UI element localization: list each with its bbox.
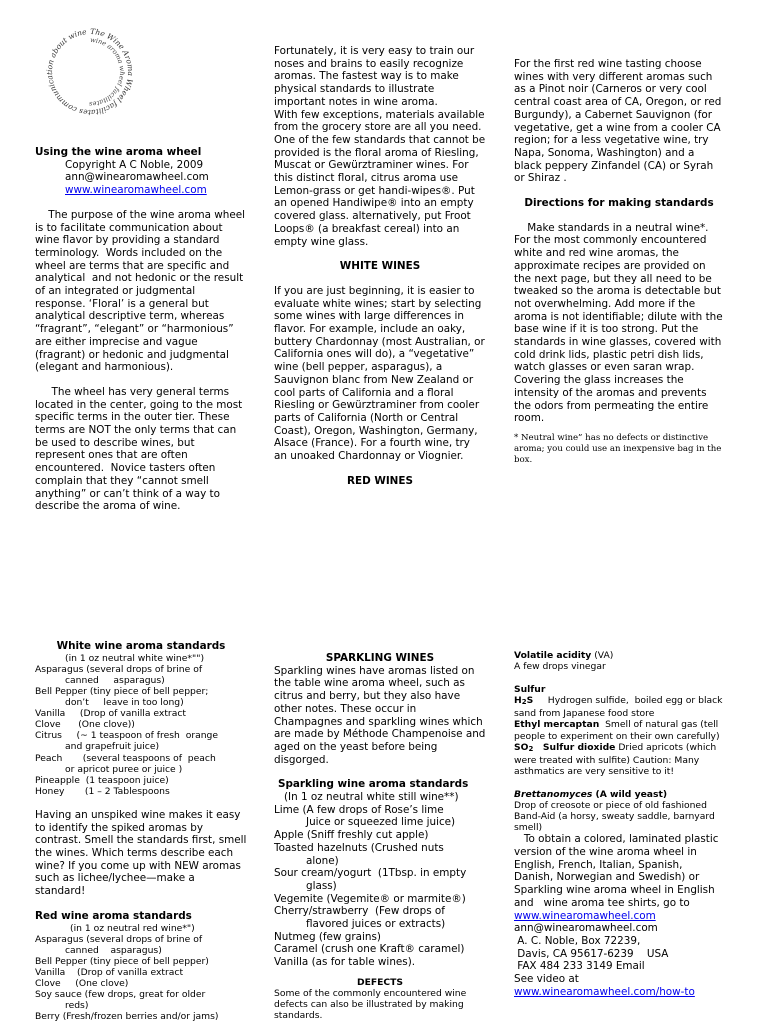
materials-paragraph: With few exceptions, materials available from the grocery store are all you need. One of the few standards that cannot be provided is the floral aroma of Riesling, Muscat or Gewürztraminer wines. For this distinct floral, citrus aroma use Lemon-grass or get handi-wipes®. Put an opened Handiwipe® into an empty covered glass. alternatively, put Froot Loops® (a breakfast cereal) into an empty wine glass. [274,108,486,248]
white-standard-item-line: Citrus (~ 1 teaspoon of fresh orange [35,730,219,742]
red-standard-item-line: Asparagus (several drops of brine of [35,933,203,945]
contact-line: ann@winearomawheel.com [514,922,658,935]
wheel-usage-heading: Using the wine aroma wheel [35,146,202,158]
red-standard-item [35,967,247,978]
sparkling-standard-item-line: Nutmeg (few grains) [274,930,381,943]
white-standard-item [35,775,247,786]
white-red-standards-column [35,640,247,1022]
h2s-text: Hydrogen sulfide, boiled egg or black sand from Japanese food store [514,695,726,720]
order-link[interactable]: www.winearomawheel.com [514,909,656,922]
red-tasting-column [514,58,724,466]
copyright-line: Copyright A C Noble, 2009 [65,158,204,171]
defects-paragraph: Some of the commonly encountered wine defects can also be illustrated by making standards. [274,987,467,1022]
white-standard-item-line: Bell Pepper (tiny piece of bell pepper; [35,685,209,697]
so2-text: Dried apricots (which were treated with sulfite) Caution: Many asthmatics are very sensitive to it! [514,741,717,777]
directions-heading: Directions for making standards [524,197,714,210]
red-standard-item [35,956,247,967]
sparkling-standards-heading: Sparkling wine aroma standards [278,778,469,791]
defects-heading: DEFECTS [356,976,404,988]
white-standard-item [35,753,247,775]
sparkling-column [274,652,486,1021]
white-standard-item-line: Honey (1 – 2 Tablespoons [35,785,170,797]
red-wines-heading: RED WINES [347,474,413,487]
so2-label: SO2 Sulfur dioxide [514,741,616,753]
svg-text:wine aroma wheel facilitates: wine aroma wheel facilitates [88,35,127,109]
order-paragraph: To obtain a colored, laminated plastic version of the wine aroma wheel in English, French, Italian, Spanish, Danish, Norwegian and Swedish) or Sparkling wine aroma wheel in English and wine aroma tee shirts, go to [514,833,722,909]
brett-title-end: (A wild yeast) [592,788,668,800]
neutral-wine-footnote: * Neutral wine” has no defects or distinctive aroma; you could use an inexpensive bag in the box. [514,432,722,465]
contact-block [514,922,724,986]
sparkling-heading: SPARKLING WINES [325,652,435,664]
contact-line: FAX 484 233 3149 Email [514,960,645,973]
red-standard-item-line: Berry (Fresh/frozen berries and/or jams) [35,1011,219,1023]
red-standard-item [35,978,247,989]
sparkling-standard-item [274,905,486,930]
sparkling-paragraph: Sparkling wines have aromas listed on the table wine aroma wheel, such as citrus and berry, but they also have other notes. These occur in Champagnes and sparkling wines which are made by Méthode Champenoise and aged on the yeast before being disgorged. [274,664,486,766]
intro-column [35,146,247,513]
sparkling-standard-item-line: Lime (A few drops of Rose’s lime [274,803,444,816]
red-standard-item-line: Bell Pepper (tiny piece of bell pepper) [35,955,209,967]
sulfur-title: Sulfur [514,684,546,696]
white-standard-item [35,664,247,686]
sparkling-standard-item-line: Caramel (crush one Kraft® caramel) [274,943,465,956]
sparkling-standard-item-line: alone) [306,854,339,867]
white-standards-subtitle: (in 1 oz neutral white wine*"") [65,652,205,664]
white-standard-item [35,708,247,719]
wheel-tiers-paragraph: The wheel has very general terms located in the center, going to the most specific terms in the outer tier. These terms are NOT the only terms that can be used to describe wines, but represent ones that are often encountered. Novice tasters often complain that they “cannot smell anything” or can’t think of a way to describe the aroma of wine. [35,385,246,513]
red-standard-item-line: Vanilla (Drop of vanilla extract [35,966,184,978]
sparkling-standard-item-line: Sour cream/yogurt (1Tbsp. in empty [274,867,467,880]
sparkling-standard-item-line: Toasted hazelnuts (Crushed nuts [274,841,444,854]
va-title: Volatile acidity [514,650,592,661]
contact-line: A. C. Noble, Box 72239, [514,934,641,947]
author-email: ann@winearomawheel.com [65,171,209,184]
white-wines-paragraph: If you are just beginning, it is easier to evaluate white wines; start by selecting some wines with large differences in flavor. For example, include an oaky, buttery Chardonnay (most Australian, or California ones will do), a “vegetative” wine (bell pepper, asparagus), a Sauvignon blanc from New Zealand or cool parts of California and a floral Riesling or Gewürztraminer from cooler parts of California (North or Central Coast), Oregon, Washington, Germany, Alsace (France). For a fourth wine, try an unoaked Chardonnay or Viognier. [274,284,485,463]
white-standard-item-line: Asparagus (several drops of brine of [35,663,203,675]
white-standard-item [35,719,247,730]
white-standards-list [35,664,247,797]
white-standard-item-line: and grapefruit juice) [65,741,160,753]
red-standard-item [35,1011,247,1022]
sparkling-standard-item [274,931,486,944]
sparkling-standard-item [274,943,486,956]
contact-line: See video at [514,973,579,986]
brett-text: Drop of creosote or piece of old fashioned Band-Aid (a horsy, sweaty saddle, barnyard smell) [514,800,715,834]
sparkling-standard-item-line: Cherry/strawberry (Few drops of [274,905,445,918]
red-tasting-paragraph: For the first red wine tasting choose wines with very different aromas such as a Pinot noir (Carneros or very cool central coast area of CA, Oregon, or red Burgundy), a Cabernet Sauvignon (for vegetative, get a wine from a cooler CA region; for a less vegetative wine, try Napa, Sonoma, Washington) and a black peppery Zinfandel (CA) or Syrah or Shiraz . [514,58,722,185]
red-standards-heading: Red wine aroma standards [35,909,192,922]
sparkling-standard-item-line: Apple (Sniff freshly cut apple) [274,829,429,842]
red-standard-item-line: Clove (One clove) [35,978,129,990]
sparkling-standard-item [274,842,486,867]
svg-text:The Wine Aroma Wheel facilitat: The Wine Aroma Wheel facilitates communication about wine [44,26,136,118]
h2s-label: H2S [514,695,534,707]
brett-title: Brettanomyces [514,788,593,800]
sparkling-standard-item [274,867,486,892]
red-standard-item-line: reds) [65,1000,89,1012]
red-standard-item [35,934,247,956]
white-standard-item-line: or apricot puree or juice ) [65,763,183,775]
ethyl-text: Smell of natural gas (tell people to experiment on their own carefully) [514,719,722,742]
sparkling-standard-item [274,893,486,906]
sparkling-standard-item-line: Vanilla (as for table wines). [274,956,416,969]
sparkling-standards-list [274,804,486,969]
unspiked-paragraph: Having an unspiked wine makes it easy to identify the spiked aromas by contrast. Smell the standards first, smell the wines. Which terms describe each wine? If you come up with NEW aromas such as lichee/lychee—make a standard! [35,808,247,898]
red-standard-item-line: canned asparagus) [65,944,162,956]
directions-paragraph: Make standards in a neutral wine*. For the most commonly encountered white and red wine aromas, the approximate recipes are provided on the next page, but they all need to be tweaked so the aroma is detectable but not overwhelming. Add more if the aroma is not identifiable; dilute with the base wine if it is too strong. Put the standards in wine glasses, covered with cold drink lids, plastic petri dish lids, watch glasses or even saran wrap. Covering the glass increases the intensity of the aromas and prevents the odors from permeating the entire room. [514,221,726,425]
wine-aroma-wheel-logo [40,22,140,122]
defects-standards-column [514,650,724,998]
white-standard-item [35,730,247,752]
purpose-paragraph: The purpose of the wine aroma wheel is to facilitate communication about wine flavor by providing a standard terminology. Words included on the wheel are terms that are specific and analytical and not hedonic or the result of an integrated or judgmental response. ‘Floral’ is a general but analytical descriptive term, whereas “fragrant”, “elegant” or “harmonious” are either imprecise and vague (fragrant) or hedonic and judgmental (elegant and harmonious). [35,208,249,374]
white-standard-item-line: canned asparagus) [65,674,165,686]
white-standard-item [35,786,247,797]
sparkling-standard-item-line: flavored juices or extracts) [306,918,446,931]
website-link[interactable]: www.winearomawheel.com [65,184,207,197]
white-standard-item-line: Vanilla (Drop of vanilla extract [35,708,186,720]
va-abbr: (VA) [591,650,614,661]
white-standard-item [35,686,247,708]
red-standard-item-line: Soy sauce (few drops, great for older [35,989,206,1001]
sparkling-standard-item [274,829,486,842]
training-paragraph: Fortunately, it is very easy to train our noses and brains to easily recognize aromas. The fastest way is to make physical standards to illustrate important notes in wine aroma. [274,45,475,108]
red-standards-list [35,934,247,1023]
red-standard-item [35,989,247,1011]
white-standard-item-line: Peach (several teaspoons of peach [35,752,216,764]
sparkling-standard-item [274,804,486,829]
sparkling-standard-item [274,956,486,969]
white-standards-heading: White wine aroma standards [56,640,226,652]
sparkling-standard-item-line: Vegemite (Vegemite® or marmite®) [274,892,466,905]
va-text: A few drops vinegar [514,661,606,673]
sparkling-standard-item-line: Juice or squeezed lime juice) [306,816,456,829]
training-column [274,45,486,488]
white-standard-item-line: Pineapple (1 teaspoon juice) [35,774,169,786]
white-standard-item-line: don’t leave in too long) [65,697,184,709]
sparkling-standard-item-line: glass) [306,879,337,892]
video-link[interactable]: www.winearomawheel.com/how-to [514,985,695,998]
red-standards-subtitle: (in 1 oz neutral red wine*") [70,922,195,934]
ethyl-title: Ethyl mercaptan [514,719,600,731]
contact-line: Davis, CA 95617-6239 USA [514,947,669,960]
white-standard-item-line: Clove (One clove)) [35,719,135,731]
white-wines-heading: WHITE WINES [339,260,421,273]
sparkling-standards-subtitle: (In 1 oz neutral white still wine**) [284,791,459,804]
